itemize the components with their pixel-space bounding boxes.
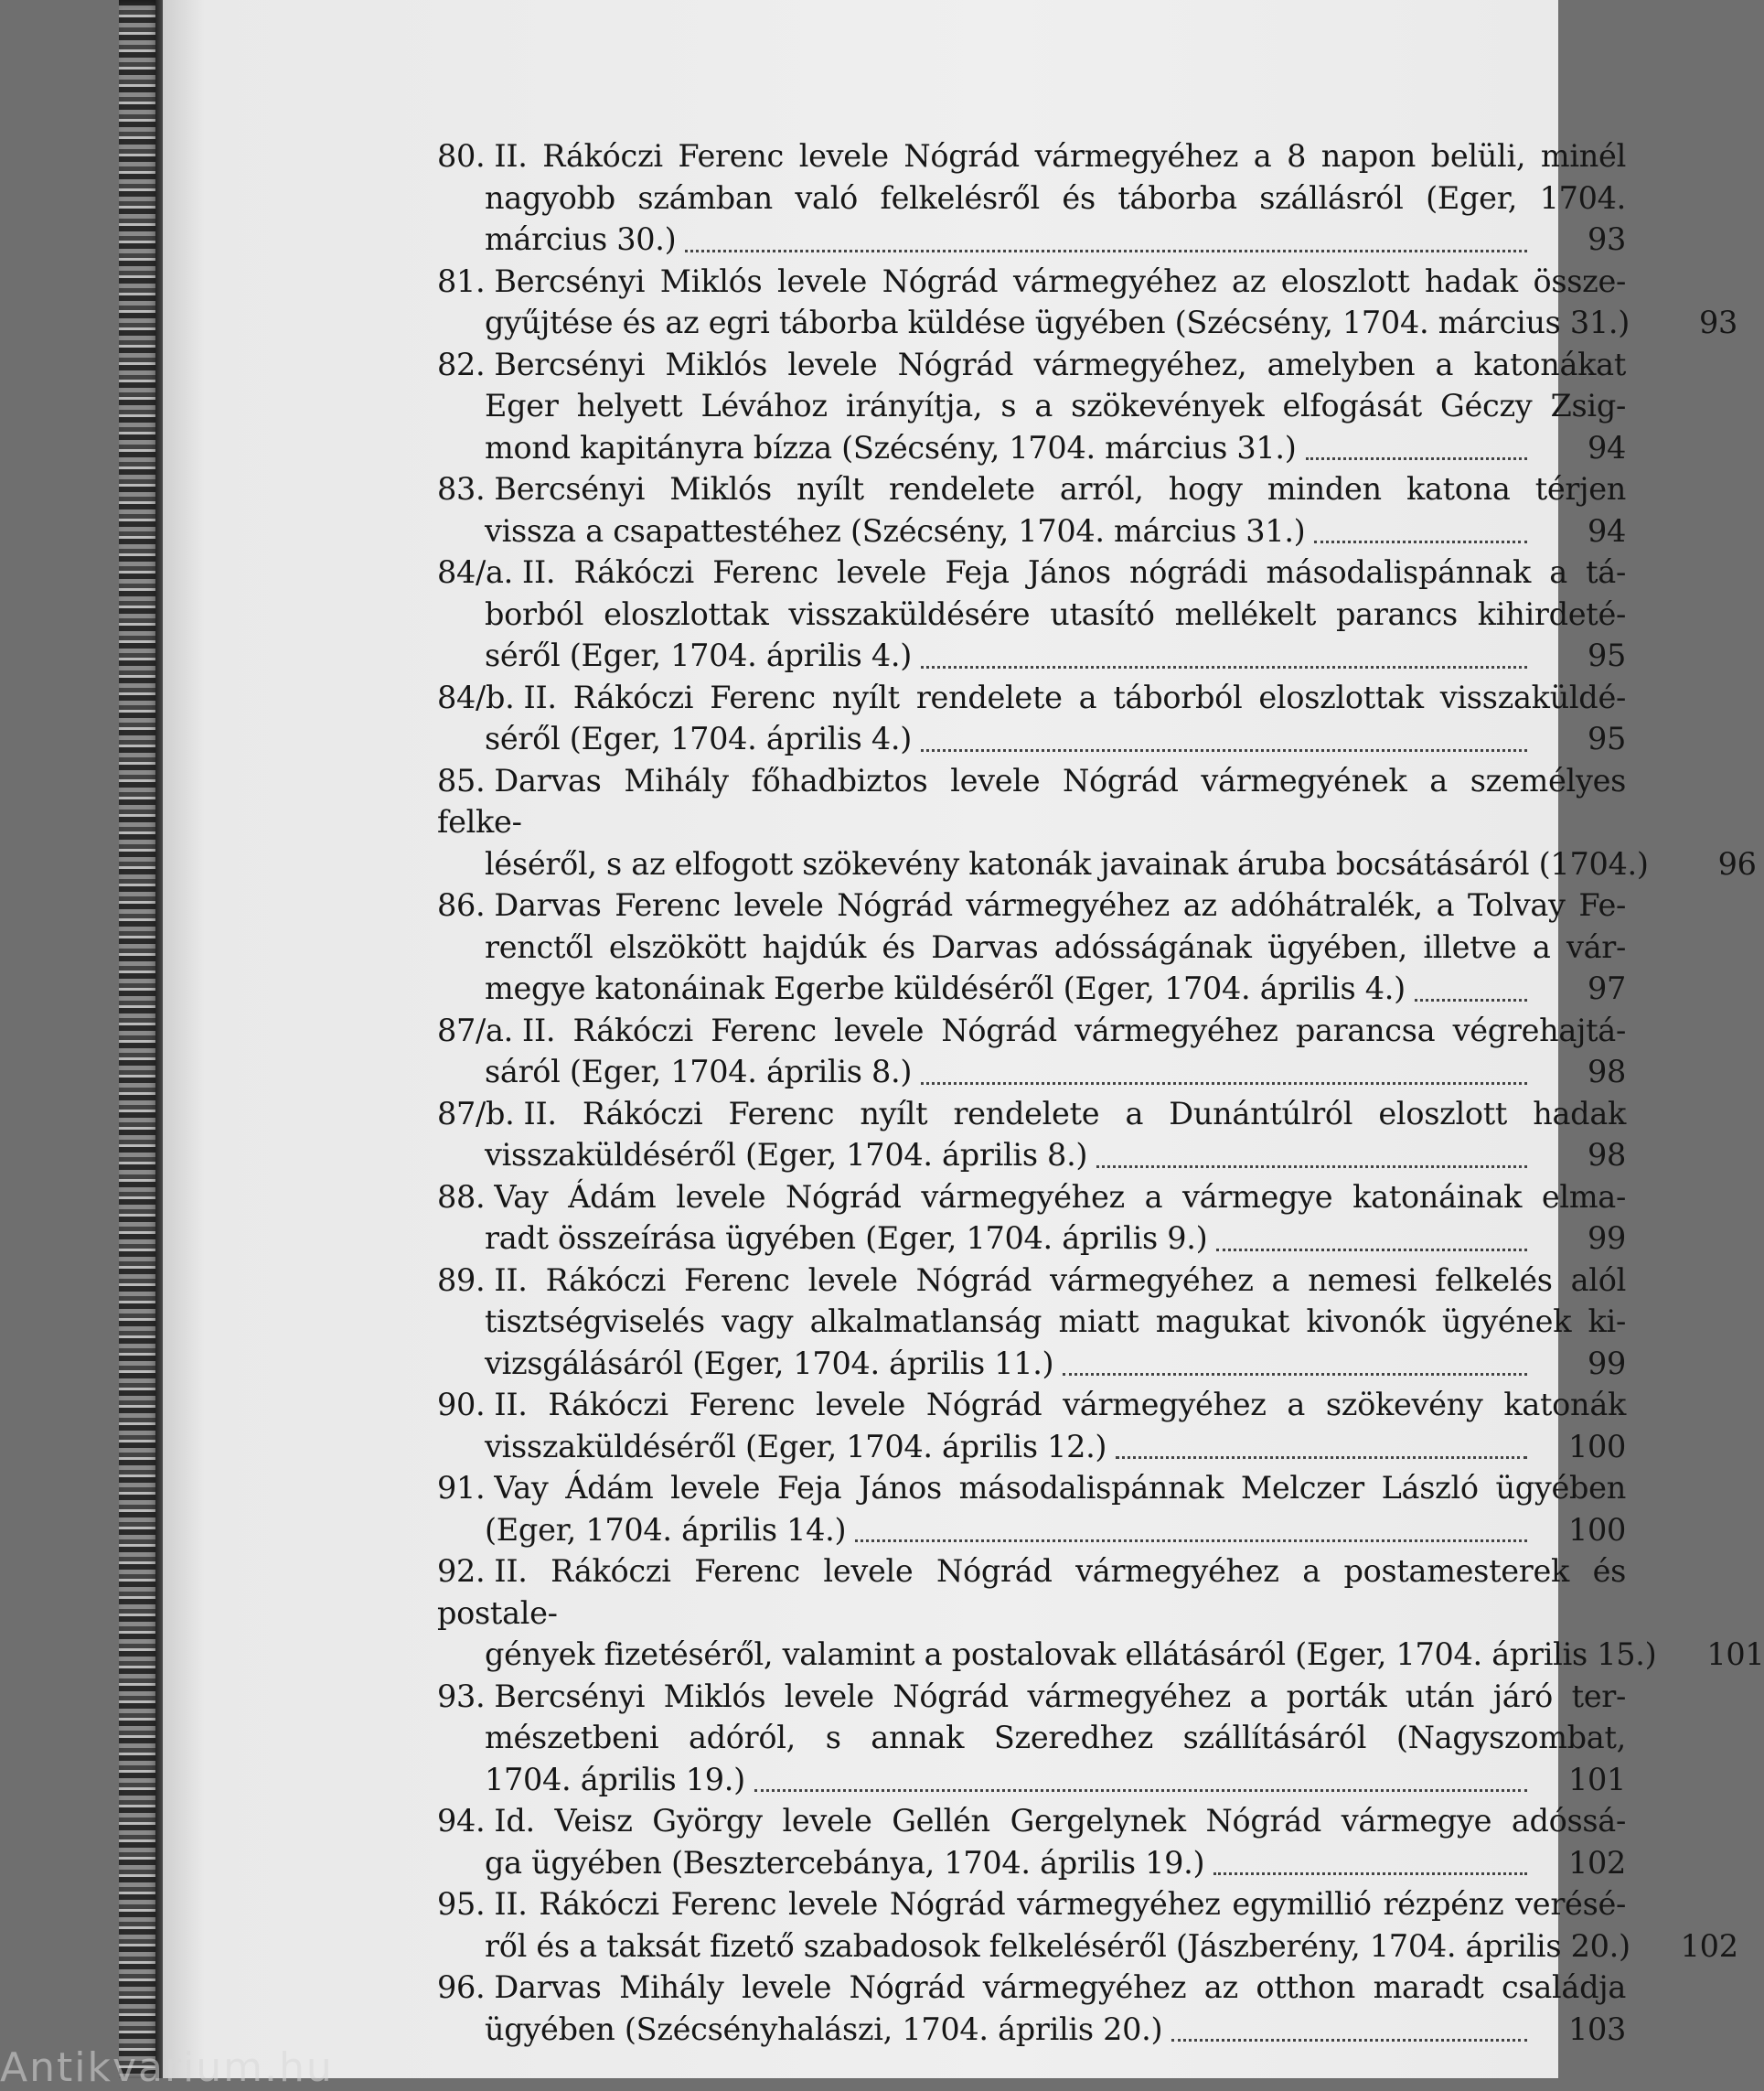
toc-entry: [437, 1260, 1626, 1385]
entry-text-end: séről (Eger, 1704. április 4.): [485, 721, 912, 756]
toc-entry: [437, 552, 1626, 677]
entry-number: 87/b.: [437, 1095, 515, 1131]
entry-number: 95.: [437, 1886, 486, 1922]
toc-entry: [437, 344, 1626, 469]
watermark: Antikvarium.hu: [0, 2044, 334, 2091]
toc-entry: [437, 1467, 1626, 1550]
entry-last-line: [437, 843, 1757, 885]
entry-first-line: [437, 1967, 1626, 2009]
entry-last-line: [437, 427, 1626, 469]
entry-number: 90.: [437, 1387, 486, 1422]
leader-dots: [1116, 1455, 1527, 1459]
entry-last-line: [437, 219, 1626, 261]
toc-entry: [437, 1800, 1626, 1883]
entry-text-end: visszaküldéséről (Eger, 1704. április 8.): [485, 1137, 1088, 1173]
entry-text: II. Rákóczi Ferenc nyílt rendelete a táborból eloszlottak visszaküldé-: [523, 679, 1626, 715]
toc-entry: [437, 468, 1626, 552]
page-number: 98: [1587, 1137, 1626, 1173]
entry-text-end: visszaküldéséről (Eger, 1704. április 12.): [485, 1428, 1107, 1464]
entry-last-line: [437, 510, 1626, 552]
leader-dots: [754, 1788, 1527, 1792]
leader-dots: [685, 249, 1527, 252]
toc-entry: [437, 677, 1626, 760]
entry-first-line: [437, 1800, 1626, 1842]
entry-text-end: vizsgálásáról (Eger, 1704. április 11.): [485, 1345, 1054, 1381]
entry-text: Darvas Mihály főhadbiztos levele Nógrád vármegyének a személyes felke-: [437, 762, 1626, 840]
toc-entry: [437, 1676, 1626, 1801]
entry-first-line: [437, 1093, 1626, 1135]
toc-entry: [437, 1967, 1626, 2050]
entry-last-line: [437, 1634, 1764, 1676]
entry-text-end: mond kapitányra bízza (Szécsény, 1704. március 31.): [485, 429, 1297, 466]
entry-last-line: [437, 1842, 1626, 1884]
leader-dots: [855, 1539, 1527, 1542]
entry-first-line: [437, 344, 1626, 386]
entry-text: Vay Ádám levele Feja János másodalispánnak Melczer László ügyében: [494, 1470, 1626, 1506]
entry-text: II. Rákóczi Ferenc levele Nógrád vármegyéhez a postamesterek és postale-: [437, 1553, 1626, 1631]
toc-entry: [437, 885, 1626, 1010]
entry-last-line: [437, 718, 1626, 760]
entry-text: II. Rákóczi Ferenc levele Feja János nógrádi másodalispánnak a tá-: [522, 554, 1626, 590]
leader-dots: [1314, 540, 1527, 543]
entry-number: 89.: [437, 1261, 486, 1298]
entry-last-line: [437, 2009, 1626, 2051]
entry-first-line: [437, 1010, 1626, 1052]
entry-first-line: [437, 1676, 1626, 1718]
page-number: 99: [1587, 1220, 1626, 1256]
entry-number: 96.: [437, 1969, 486, 2005]
page-number: 93: [1587, 221, 1626, 257]
leader-dots: [1213, 1871, 1527, 1875]
entry-continuation-line: Eger helyett Lévához irányítja, s a szökevények elfogását Géczy Zsig-: [485, 388, 1626, 424]
page-number: 98: [1587, 1054, 1626, 1089]
entry-text-end: vissza a csapattestéhez (Szécsény, 1704. március 31.): [485, 512, 1306, 549]
entry-continuation-line: mészetbeni adóról, s annak Szeredhez szállításáról (Nagyszombat,: [485, 1720, 1626, 1755]
toc-entry: [437, 760, 1757, 885]
toc-entry: [437, 1550, 1764, 1676]
entry-continuation-line: renctől elszökött hajdúk és Darvas adósságának ügyében, illetve a vár-: [485, 928, 1626, 965]
entry-first-line: [437, 1260, 1626, 1302]
toc-entry: [437, 1093, 1626, 1176]
entry-last-line: [437, 635, 1626, 677]
leader-dots: [1216, 1248, 1527, 1251]
leader-dots: [1306, 456, 1527, 460]
entry-continuation-line: borból eloszlottak visszaküldésére utasító mellékelt parancs kihirdeté-: [485, 595, 1626, 632]
entry-text-end: ga ügyében (Besztercebánya, 1704. április 19.): [485, 1844, 1205, 1881]
entry-first-line: [437, 677, 1626, 719]
entry-last-line: [437, 1217, 1626, 1260]
entry-text-end: ügyében (Szécsényhalászi, 1704. április 20.): [485, 2011, 1163, 2047]
leader-dots: [1096, 1164, 1527, 1168]
entry-last-line: [437, 302, 1738, 344]
toc-entry: [437, 261, 1738, 344]
leader-dots: [921, 748, 1527, 752]
leader-dots: [1415, 998, 1527, 1002]
entry-text: Darvas Ferenc levele Nógrád vármegyéhez az adóhátralék, a Tolvay Fe-: [494, 887, 1626, 923]
entry-text: Bercsényi Miklós nyílt rendelete arról, hogy minden katona térjen: [494, 471, 1626, 507]
toc-entry: [437, 1176, 1626, 1260]
entry-first-line: [437, 1384, 1626, 1426]
entry-last-line: [437, 1426, 1626, 1468]
entry-first-line: [437, 1883, 1626, 1925]
entry-first-line: [437, 760, 1626, 843]
entry-first-line: [437, 1550, 1626, 1634]
entry-last-line: [437, 1343, 1626, 1385]
entry-text-end: sáról (Eger, 1704. április 8.): [485, 1054, 913, 1089]
page-number: 101: [1567, 1761, 1626, 1797]
entry-number: 91.: [437, 1470, 486, 1506]
entry-text-end: séről (Eger, 1704. április 4.): [485, 638, 912, 673]
entry-number: 85.: [437, 762, 486, 799]
entry-first-line: [437, 1467, 1626, 1509]
entry-text-end: ről és a taksát fizető szabadosok felkeléséről (Jászberény, 1704. április 20.): [485, 1927, 1630, 1964]
entry-text: Id. Veisz György levele Gellén Gergelynek Nógrád vármegye adóssá-: [494, 1803, 1626, 1839]
entry-text-end: radt összeírása ügyében (Eger, 1704. április 9.): [485, 1220, 1208, 1256]
entry-text: II. Rákóczi Ferenc levele Nógrád vármegyéhez a szökevény katonák: [494, 1387, 1626, 1422]
entry-text-end: március 30.): [485, 221, 677, 257]
entry-number: 80.: [437, 138, 486, 174]
entry-last-line: [437, 1051, 1626, 1093]
entry-text: II. Rákóczi Ferenc levele Nógrád vármegyéhez a 8 napon belüli, minél: [494, 138, 1626, 174]
entry-last-line: [437, 1509, 1626, 1551]
entry-text: II. Rákóczi Ferenc levele Nógrád vármegyéhez parancsa végrehajtá-: [522, 1012, 1626, 1048]
entry-continuation-line: nagyobb számban való felkelésről és táborba szállásról (Eger, 1704.: [485, 179, 1626, 216]
toc-entry: [437, 1883, 1738, 1967]
page-number: 103: [1567, 2011, 1626, 2047]
leader-dots: [921, 665, 1527, 669]
entry-text-end: léséről, s az elfogott szökevény katonák javainak áruba bocsátásáról (1704.): [485, 845, 1649, 882]
page-number: 101: [1706, 1636, 1764, 1672]
page-number: 102: [1567, 1844, 1626, 1881]
page-number: 94: [1587, 512, 1626, 549]
entry-first-line: [437, 1176, 1626, 1218]
entry-text-end: gények fizetéséről, valamint a postalovak ellátásáról (Eger, 1704. április 15.): [485, 1636, 1657, 1672]
leader-dots: [1171, 2038, 1527, 2042]
entry-number: 92.: [437, 1553, 486, 1589]
page-number: 100: [1567, 1511, 1626, 1548]
table-of-contents: [437, 135, 1764, 2050]
toc-entry: [437, 135, 1626, 261]
toc-entry: [437, 1384, 1626, 1467]
page-number: 94: [1587, 429, 1626, 466]
entry-text: Bercsényi Miklós levele Nógrád vármegyéhez az eloszlott hadak össze-: [494, 263, 1626, 299]
entry-text: Darvas Mihály levele Nógrád vármegyéhez az otthon maradt családja: [494, 1969, 1626, 2005]
entry-text: Bercsényi Miklós levele Nógrád vármegyéhez, amelyben a katonákat: [494, 346, 1626, 382]
page-number: 100: [1567, 1428, 1626, 1464]
page-number: 102: [1680, 1927, 1738, 1964]
entry-first-line: [437, 552, 1626, 594]
page-number: 95: [1587, 721, 1626, 756]
entry-first-line: [437, 261, 1626, 303]
page-number: 95: [1587, 638, 1626, 673]
entry-number: 84/a.: [437, 554, 514, 590]
entry-number: 93.: [437, 1678, 486, 1714]
entry-number: 82.: [437, 346, 486, 382]
leader-dots: [1063, 1372, 1527, 1376]
toc-entry: [437, 1010, 1626, 1093]
entry-first-line: [437, 135, 1626, 177]
entry-continuation-line: tisztségviselés vagy alkalmatlanság miatt magukat kivonók ügyének ki-: [485, 1303, 1626, 1339]
entry-text: Vay Ádám levele Nógrád vármegyéhez a vármegye katonáinak elma-: [494, 1178, 1626, 1215]
entry-text-end: gyűjtése és az egri táborba küldése ügyében (Szécsény, 1704. március 31.): [485, 305, 1630, 340]
page-number: 93: [1699, 305, 1738, 340]
entry-text-end: megye katonáinak Egerbe küldéséről (Eger, 1704. április 4.): [485, 970, 1406, 1006]
leader-dots: [921, 1081, 1527, 1085]
entry-last-line: [437, 1925, 1738, 1968]
entry-text: II. Rákóczi Ferenc nyílt rendelete a Dunántúlról eloszlott hadak: [523, 1095, 1626, 1131]
entry-number: 87/a.: [437, 1012, 514, 1048]
entry-last-line: [437, 968, 1626, 1010]
entry-text: Bercsényi Miklós levele Nógrád vármegyéhez a porták után járó ter-: [494, 1678, 1626, 1714]
entry-text-end: (Eger, 1704. április 14.): [485, 1511, 847, 1548]
entry-text-end: 1704. április 19.): [485, 1761, 745, 1797]
entry-number: 83.: [437, 471, 486, 507]
entry-text: II. Rákóczi Ferenc levele Nógrád vármegyéhez egymillió rézpénz verésé-: [494, 1886, 1626, 1922]
book-page: [163, 0, 1764, 2078]
entry-number: 81.: [437, 263, 486, 299]
page-number: 97: [1587, 970, 1626, 1006]
entry-last-line: [437, 1134, 1626, 1176]
entry-first-line: [437, 468, 1626, 510]
entry-last-line: [437, 1759, 1626, 1801]
entry-first-line: [437, 885, 1626, 927]
page-number: 99: [1587, 1345, 1626, 1381]
entry-number: 94.: [437, 1803, 486, 1839]
entry-number: 88.: [437, 1178, 486, 1215]
entry-number: 84/b.: [437, 679, 515, 715]
entry-text: II. Rákóczi Ferenc levele Nógrád vármegyéhez a nemesi felkelés alól: [494, 1261, 1626, 1298]
entry-number: 86.: [437, 887, 486, 923]
page-number: 96: [1717, 845, 1757, 882]
